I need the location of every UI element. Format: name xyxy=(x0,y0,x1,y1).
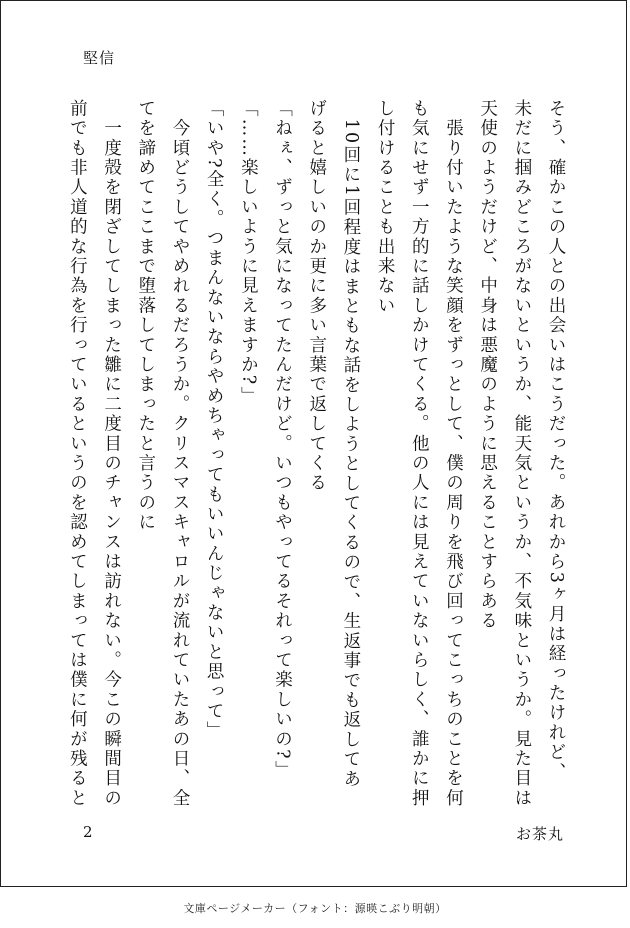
author-name: お茶丸 xyxy=(515,825,564,843)
text-line: 未だに掴みどころがないというか、能天気というか、不気味というか。見た目は xyxy=(511,99,532,809)
text-line: 10回に1回程度はまともな話をしようとしてくるので、生返事でも返してあ xyxy=(340,99,361,790)
text-line: 「……楽しいように見えますか?」 xyxy=(238,99,259,407)
text-line: し付けることも出来ない xyxy=(375,99,396,316)
text-line: てを諦めてここまで堕落してしまったと言うのに xyxy=(135,99,156,533)
vertical-body-text xyxy=(66,99,566,819)
text-line: 張り付いたような笑顔をずっとして、僕の周りを飛び回ってこっちのことを何 xyxy=(443,99,464,809)
text-line: 「いや?全く。つまんないならやめちゃってもいいんじゃないと思って」 xyxy=(204,99,225,741)
text-line: 前でも非人道的な行為を行っているというのを認めてしまっては僕に何が残ると xyxy=(67,99,88,809)
text-line: も気にせず一方的に話しかけてくる。他の人には見えていないらしく、誰かに押 xyxy=(409,99,430,809)
page-title: 堅信 xyxy=(83,49,116,67)
text-line: 「ねぇ、ずっと気になってたんだけど。いつもやってるそれって楽しいの?」 xyxy=(272,99,293,781)
generator-caption: 文庫ページメーカー（フォント：源暎こぶり明朝） xyxy=(183,902,447,915)
text-line: そう、確かこの人との出会いはこうだった。あれから3ヶ月は経ったけれど、 xyxy=(546,99,566,783)
text-line: 一度殻を閉ざしてしまった雛に二度目のチャンスは訪れない。今この瞬間目の xyxy=(101,99,122,809)
page-number: 2 xyxy=(83,823,93,841)
text-line: 天使のようだけど、中身は悪魔のように思えることすらある xyxy=(477,99,498,631)
text-line: げると嬉しいのか更に多い言葉で返してくる xyxy=(306,99,327,493)
text-line: 今頃どうしてやめれるだろうか。クリスマスキャロルが流れていたあの日、全 xyxy=(169,99,190,809)
